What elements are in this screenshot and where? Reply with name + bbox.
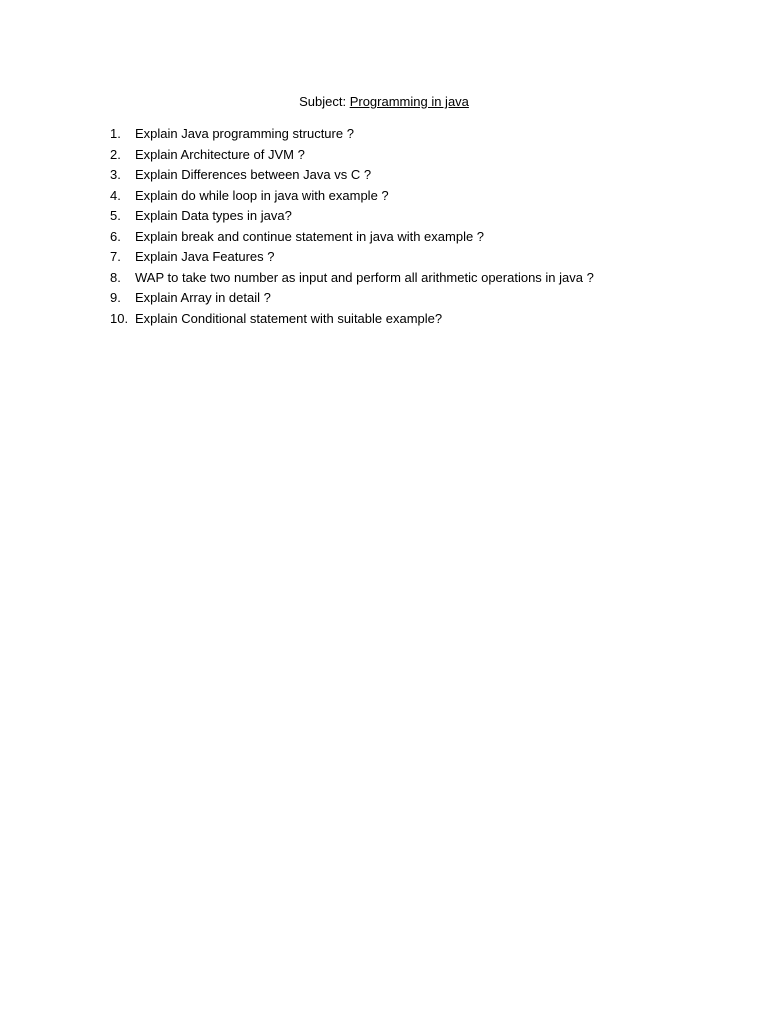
question-list — [110, 124, 594, 329]
question-text: Explain do while loop in java with example ? — [135, 187, 389, 203]
question-item — [110, 247, 594, 268]
subject-value: Programming in java — [349, 94, 469, 109]
question-item — [110, 227, 594, 248]
question-text: Explain Conditional statement with suitable example? — [135, 310, 443, 326]
question-item — [110, 165, 594, 186]
question-text: Explain Array in detail ? — [135, 290, 271, 305]
question-number: 6. — [110, 228, 121, 244]
question-item — [110, 206, 594, 227]
question-item — [110, 288, 594, 309]
question-number: 5. — [110, 208, 121, 223]
question-text: Explain Java Features ? — [135, 249, 275, 264]
question-item — [110, 186, 594, 207]
question-number: 10. — [110, 310, 129, 326]
question-text: Explain Architecture of JVM ? — [135, 146, 305, 162]
question-item — [110, 309, 594, 330]
question-item — [110, 268, 594, 289]
question-number: 2. — [110, 146, 121, 162]
question-number: 7. — [110, 249, 121, 264]
question-text: Explain Data types in java? — [135, 208, 292, 223]
subject-line — [0, 93, 768, 111]
question-text: Explain Java programming structure ? — [135, 126, 354, 141]
subject-label: Subject: — [299, 94, 350, 109]
question-text: Explain break and continue statement in java with example ? — [135, 228, 485, 244]
question-number: 1. — [110, 126, 121, 141]
question-number: 9. — [110, 290, 121, 305]
question-text: WAP to take two number as input and perform all arithmetic operations in java ? — [135, 269, 594, 285]
question-number: 3. — [110, 167, 121, 182]
question-number: 8. — [110, 269, 121, 285]
question-item — [110, 145, 594, 166]
question-text: Explain Differences between Java vs C ? — [135, 167, 372, 182]
question-item — [110, 124, 594, 145]
question-number: 4. — [110, 187, 121, 203]
